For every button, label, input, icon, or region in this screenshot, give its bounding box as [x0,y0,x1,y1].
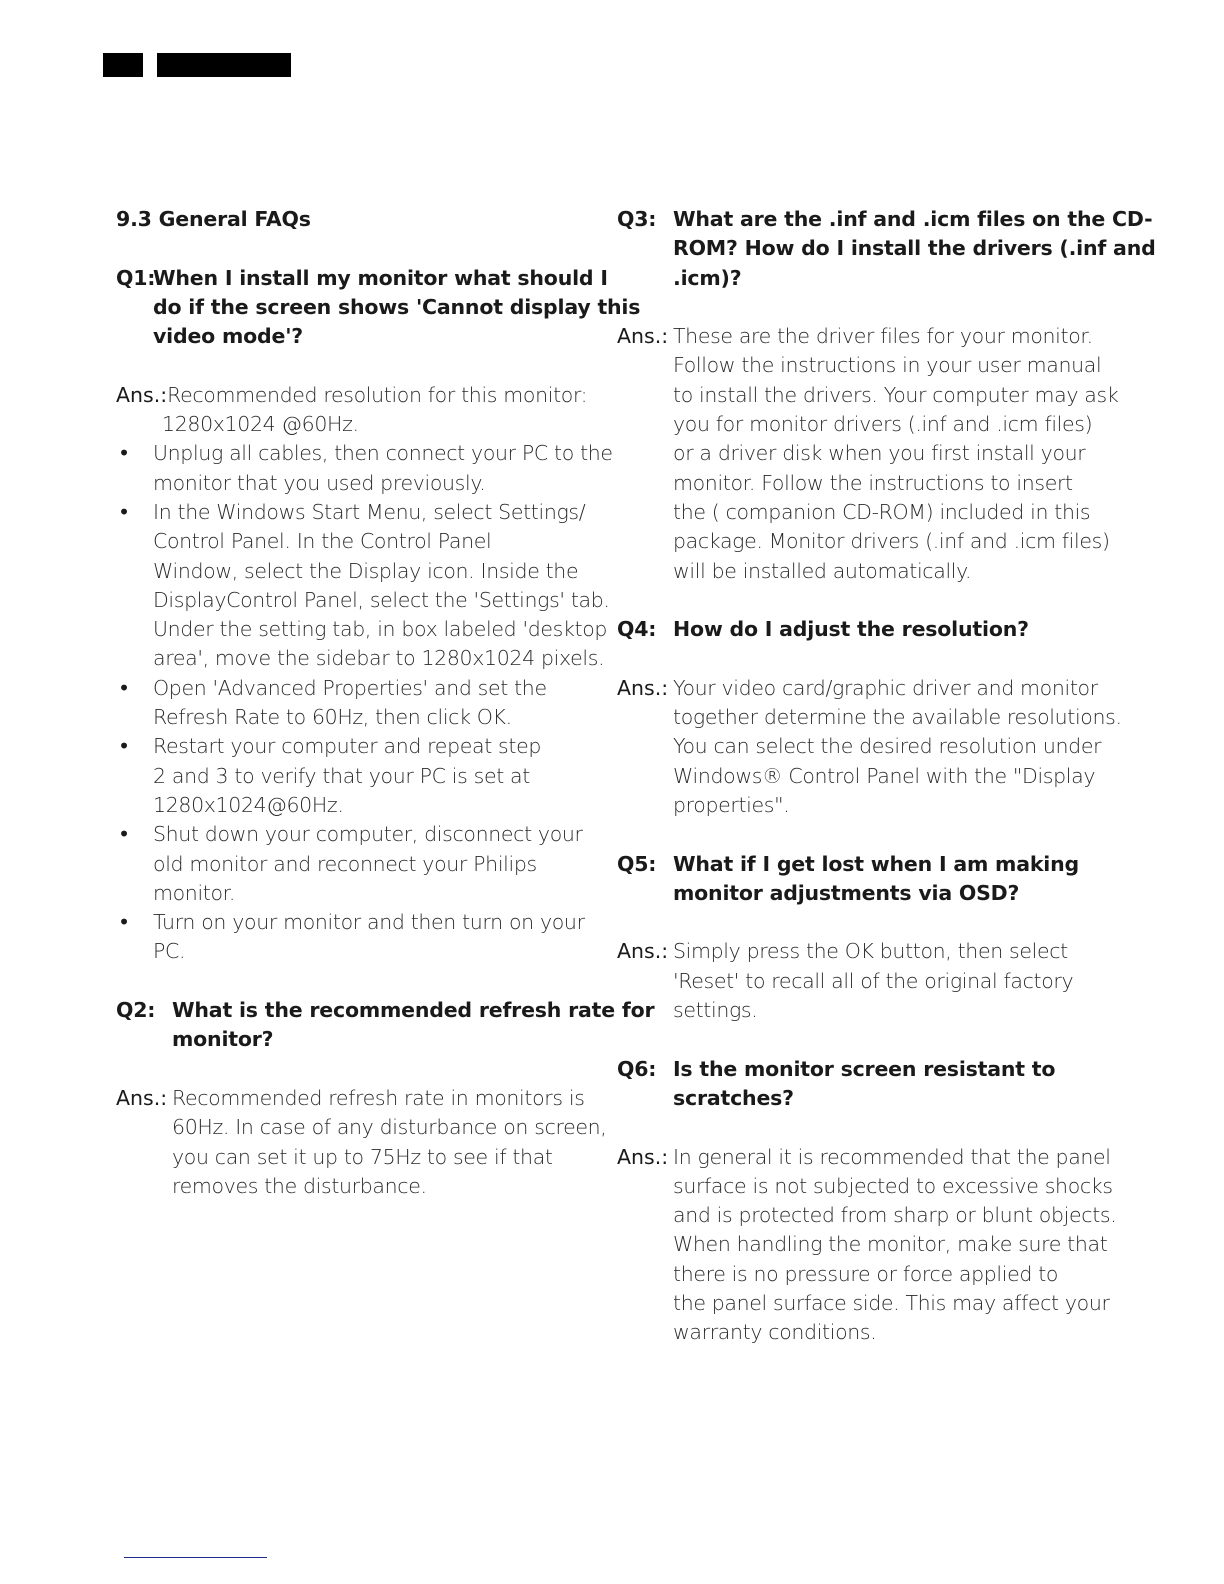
q3-ans-line: will be installed automatically. [673,558,972,583]
q6-ans-line: and is protected from sharp or blunt objects. [673,1203,1117,1228]
footer-rule [124,1557,267,1558]
bullet-line: Refresh Rate to 60Hz, then click OK. [153,705,512,730]
bullet-line: Restart your computer and repeat step [153,734,542,759]
q2-line: What is the recommended refresh rate for [172,998,655,1023]
bullet-line: Shut down your computer, disconnect your [153,822,583,847]
q1-answer [116,381,596,440]
bullet-line: old monitor and reconnect your Philips [153,851,537,876]
q5-answer [617,937,1097,1025]
q2-ans-label: Ans.: [116,1085,168,1110]
q5-question [617,850,1097,909]
q4-ans-line: Your video card/graphic driver and monitor [673,675,1098,700]
q4-ans-line: properties". [673,792,790,817]
q1-line: do if the screen shows 'Cannot display this [153,294,641,319]
q3-ans-line: to install the drivers. Your computer may ask [673,382,1119,407]
q2-line: monitor? [172,1027,274,1052]
q3-ans-line: you for monitor drivers (.inf and .icm files) [673,412,1093,437]
q1-question [116,264,641,352]
q3-ans-line: Follow the instructions in your user manual [673,353,1102,378]
q6-ans-line: In general it is recommended that the panel [673,1144,1111,1169]
bullet-glyph: • [118,675,131,700]
q3-ans-line: the ( companion CD-ROM) included in this [673,499,1091,524]
q4-label: Q4: [617,617,657,642]
q1-answer-first-line [116,381,596,410]
bullet-line: DisplayControl Panel, select the 'Settings' tab. [153,587,610,612]
q5-ans-line: 'Reset' to recall all of the original factory [673,968,1074,993]
bullet-line: In the Windows Start Menu, select Settings/ [153,499,586,524]
q5-line: What if I get lost when I am making [673,851,1079,876]
bullet-glyph: • [118,441,131,466]
q3-label: Q3: [617,207,657,231]
bullet-item [116,498,610,674]
q5-line: monitor adjustments via OSD? [673,880,1020,905]
q3-answer [617,322,1119,586]
header-block-small [103,53,143,77]
q2-ans-line: removes the disturbance. [172,1173,427,1198]
section-title: 9.3 General FAQs [116,207,311,231]
q5-label: Q5: [617,851,657,876]
q6-ans-line: When handling the monitor, make sure that [673,1232,1108,1257]
q6-ans-line: warranty conditions. [673,1320,877,1345]
bullet-item [116,732,596,820]
q6-line: Is the monitor screen resistant to [673,1056,1056,1081]
bullet-glyph: • [118,734,131,759]
q4-ans-label: Ans.: [617,675,669,700]
q6-ans-line: the panel surface side. This may affect your [673,1290,1110,1315]
q3-line: .icm)? [673,265,742,290]
q1-ans-text: Recommended resolution for this monitor: [167,382,588,407]
bullet-item [116,439,613,498]
q1-line: When I install my monitor what should I [153,265,608,290]
bullet-line: Under the setting tab, in box labeled 'desktop [153,617,608,642]
right-column [617,205,1156,1348]
q3-ans-line: These are the driver files for your monitor. [673,324,1093,349]
q6-answer [617,1143,1117,1348]
bullet-glyph: • [118,910,131,935]
q4-line: How do I adjust the resolution? [673,617,1029,642]
q1-label: Q1: [116,265,156,290]
bullet-line: 2 and 3 to verify that your PC is set at [153,763,530,788]
bullet-line: Open 'Advanced Properties' and set the [153,675,547,700]
bullet-glyph: • [118,499,131,524]
bullet-line: Unplug all cables, then connect your PC to the [153,441,613,466]
q3-question [617,205,1156,293]
bullet-item [116,908,596,967]
q6-question [617,1055,1097,1114]
bullet-line: Turn on your monitor and then turn on your [153,910,585,935]
q6-line: scratches? [673,1085,794,1110]
bullet-item [116,674,596,733]
q4-ans-line: Windows® Control Panel with the "Display [673,763,1096,788]
bullet-glyph: • [118,822,131,847]
bullet-line: PC. [153,939,186,964]
q1-ans-label: Ans.: [116,382,168,407]
q2-answer [116,1084,607,1201]
q3-ans-line: or a driver disk when you first install your [673,441,1086,466]
q5-ans-line: Simply press the OK button, then select [673,939,1068,964]
q3-ans-line: package. Monitor drivers (.inf and .icm files) [673,529,1110,554]
bullet-item [116,820,596,908]
q3-line: ROM? How do I install the drivers (.inf and [673,236,1156,261]
q2-label: Q2: [116,998,156,1023]
q4-answer [617,674,1122,820]
q3-ans-line: monitor. Follow the instructions to insert [673,470,1073,495]
q5-ans-label: Ans.: [617,939,669,964]
q4-ans-line: together determine the available resolutions. [673,705,1122,730]
q2-question [116,996,655,1055]
q2-ans-line: Recommended refresh rate in monitors is [172,1085,585,1110]
bullet-line: area', move the sidebar to 1280x1024 pixels. [153,646,605,671]
q4-ans-line: You can select the desired resolution under [673,734,1102,759]
bullet-line: Control Panel. In the Control Panel [153,529,492,554]
q2-ans-line: you can set it up to 75Hz to see if that [172,1144,553,1169]
q3-ans-label: Ans.: [617,324,669,349]
q6-ans-label: Ans.: [617,1144,669,1169]
q2-ans-line: 60Hz. In case of any disturbance on screen, [172,1115,607,1140]
q5-ans-line: settings. [673,998,758,1023]
bullet-line: monitor. [153,880,236,905]
bullet-line: Window, select the Display icon. Inside the [153,558,579,583]
q6-ans-line: surface is not subjected to excessive shocks [673,1173,1113,1198]
q6-ans-line: there is no pressure or force applied to [673,1261,1059,1286]
header-block-wide [157,53,291,77]
q4-question [617,615,1097,644]
q6-label: Q6: [617,1056,657,1081]
q1-answer-second-line: 1280x1024 @60Hz. [162,412,359,437]
bullet-line: 1280x1024@60Hz. [153,792,344,817]
q3-line: What are the .inf and .icm files on the CD- [673,207,1153,231]
q1-line: video mode'? [153,324,303,349]
bullet-line: monitor that you used previously. [153,470,486,495]
